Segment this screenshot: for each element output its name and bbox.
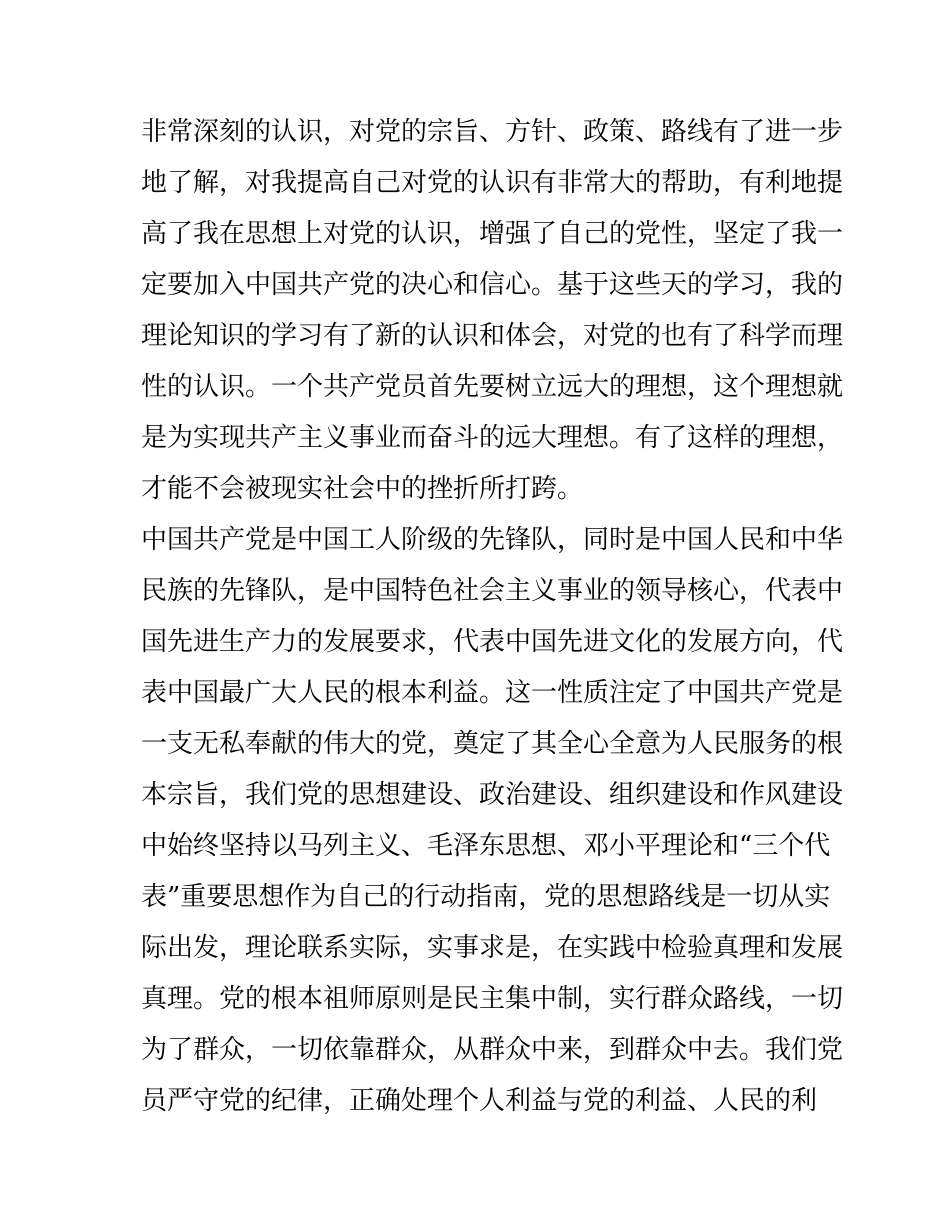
text-line: 一支无私奉献的伟大的党，奠定了其全心全意为人民服务的根	[141, 729, 844, 759]
text-line: 为了群众，一切依靠群众，从群众中来，到群众中去。我们党	[141, 1035, 844, 1065]
paragraph-2	[141, 515, 844, 1127]
text-line: 表”重要思想作为自己的行动指南，党的思想路线是一切从实	[141, 882, 831, 912]
text-line: 地了解，对我提高自己对党的认识有非常大的帮助，有利地提	[141, 168, 844, 198]
text-line: 理论知识的学习有了新的认识和体会，对党的也有了科学而理	[141, 321, 844, 351]
text-line: 中始终坚持以马列主义、毛泽东思想、邓小平理论和“三个代	[141, 831, 831, 861]
body-text	[141, 107, 844, 1127]
paragraph-1	[141, 107, 844, 515]
text-line: 国先进生产力的发展要求，代表中国先进文化的发展方向，代	[141, 627, 844, 657]
text-line: 非常深刻的认识，对党的宗旨、方针、政策、路线有了进一步	[141, 117, 844, 147]
text-line: 真理。党的根本祖师原则是民主集中制，实行群众路线，一切	[141, 984, 844, 1014]
text-line: 表中国最广大人民的根本利益。这一性质注定了中国共产党是	[141, 678, 844, 708]
text-line: 民族的先锋队，是中国特色社会主义事业的领导核心，代表中	[141, 576, 844, 606]
text-line: 高了我在思想上对党的认识，增强了自己的党性，坚定了我一	[141, 219, 844, 249]
text-line: 是为实现共产主义事业而奋斗的远大理想。有了这样的理想，	[141, 423, 844, 453]
text-line: 性的认识。一个共产党员首先要树立远大的理想，这个理想就	[141, 372, 844, 402]
text-line: 际出发，理论联系实际，实事求是，在实践中检验真理和发展	[141, 933, 844, 963]
text-line: 员严守党的纪律，正确处理个人利益与党的利益、人民的利	[141, 1086, 818, 1116]
text-line: 本宗旨，我们党的思想建设、政治建设、组织建设和作风建设	[141, 780, 844, 810]
text-line: 才能不会被现实社会中的挫折所打跨。	[141, 474, 584, 504]
text-line: 中国共产党是中国工人阶级的先锋队，同时是中国人民和中华	[141, 525, 844, 555]
text-line: 定要加入中国共产党的决心和信心。基于这些天的学习，我的	[141, 270, 844, 300]
